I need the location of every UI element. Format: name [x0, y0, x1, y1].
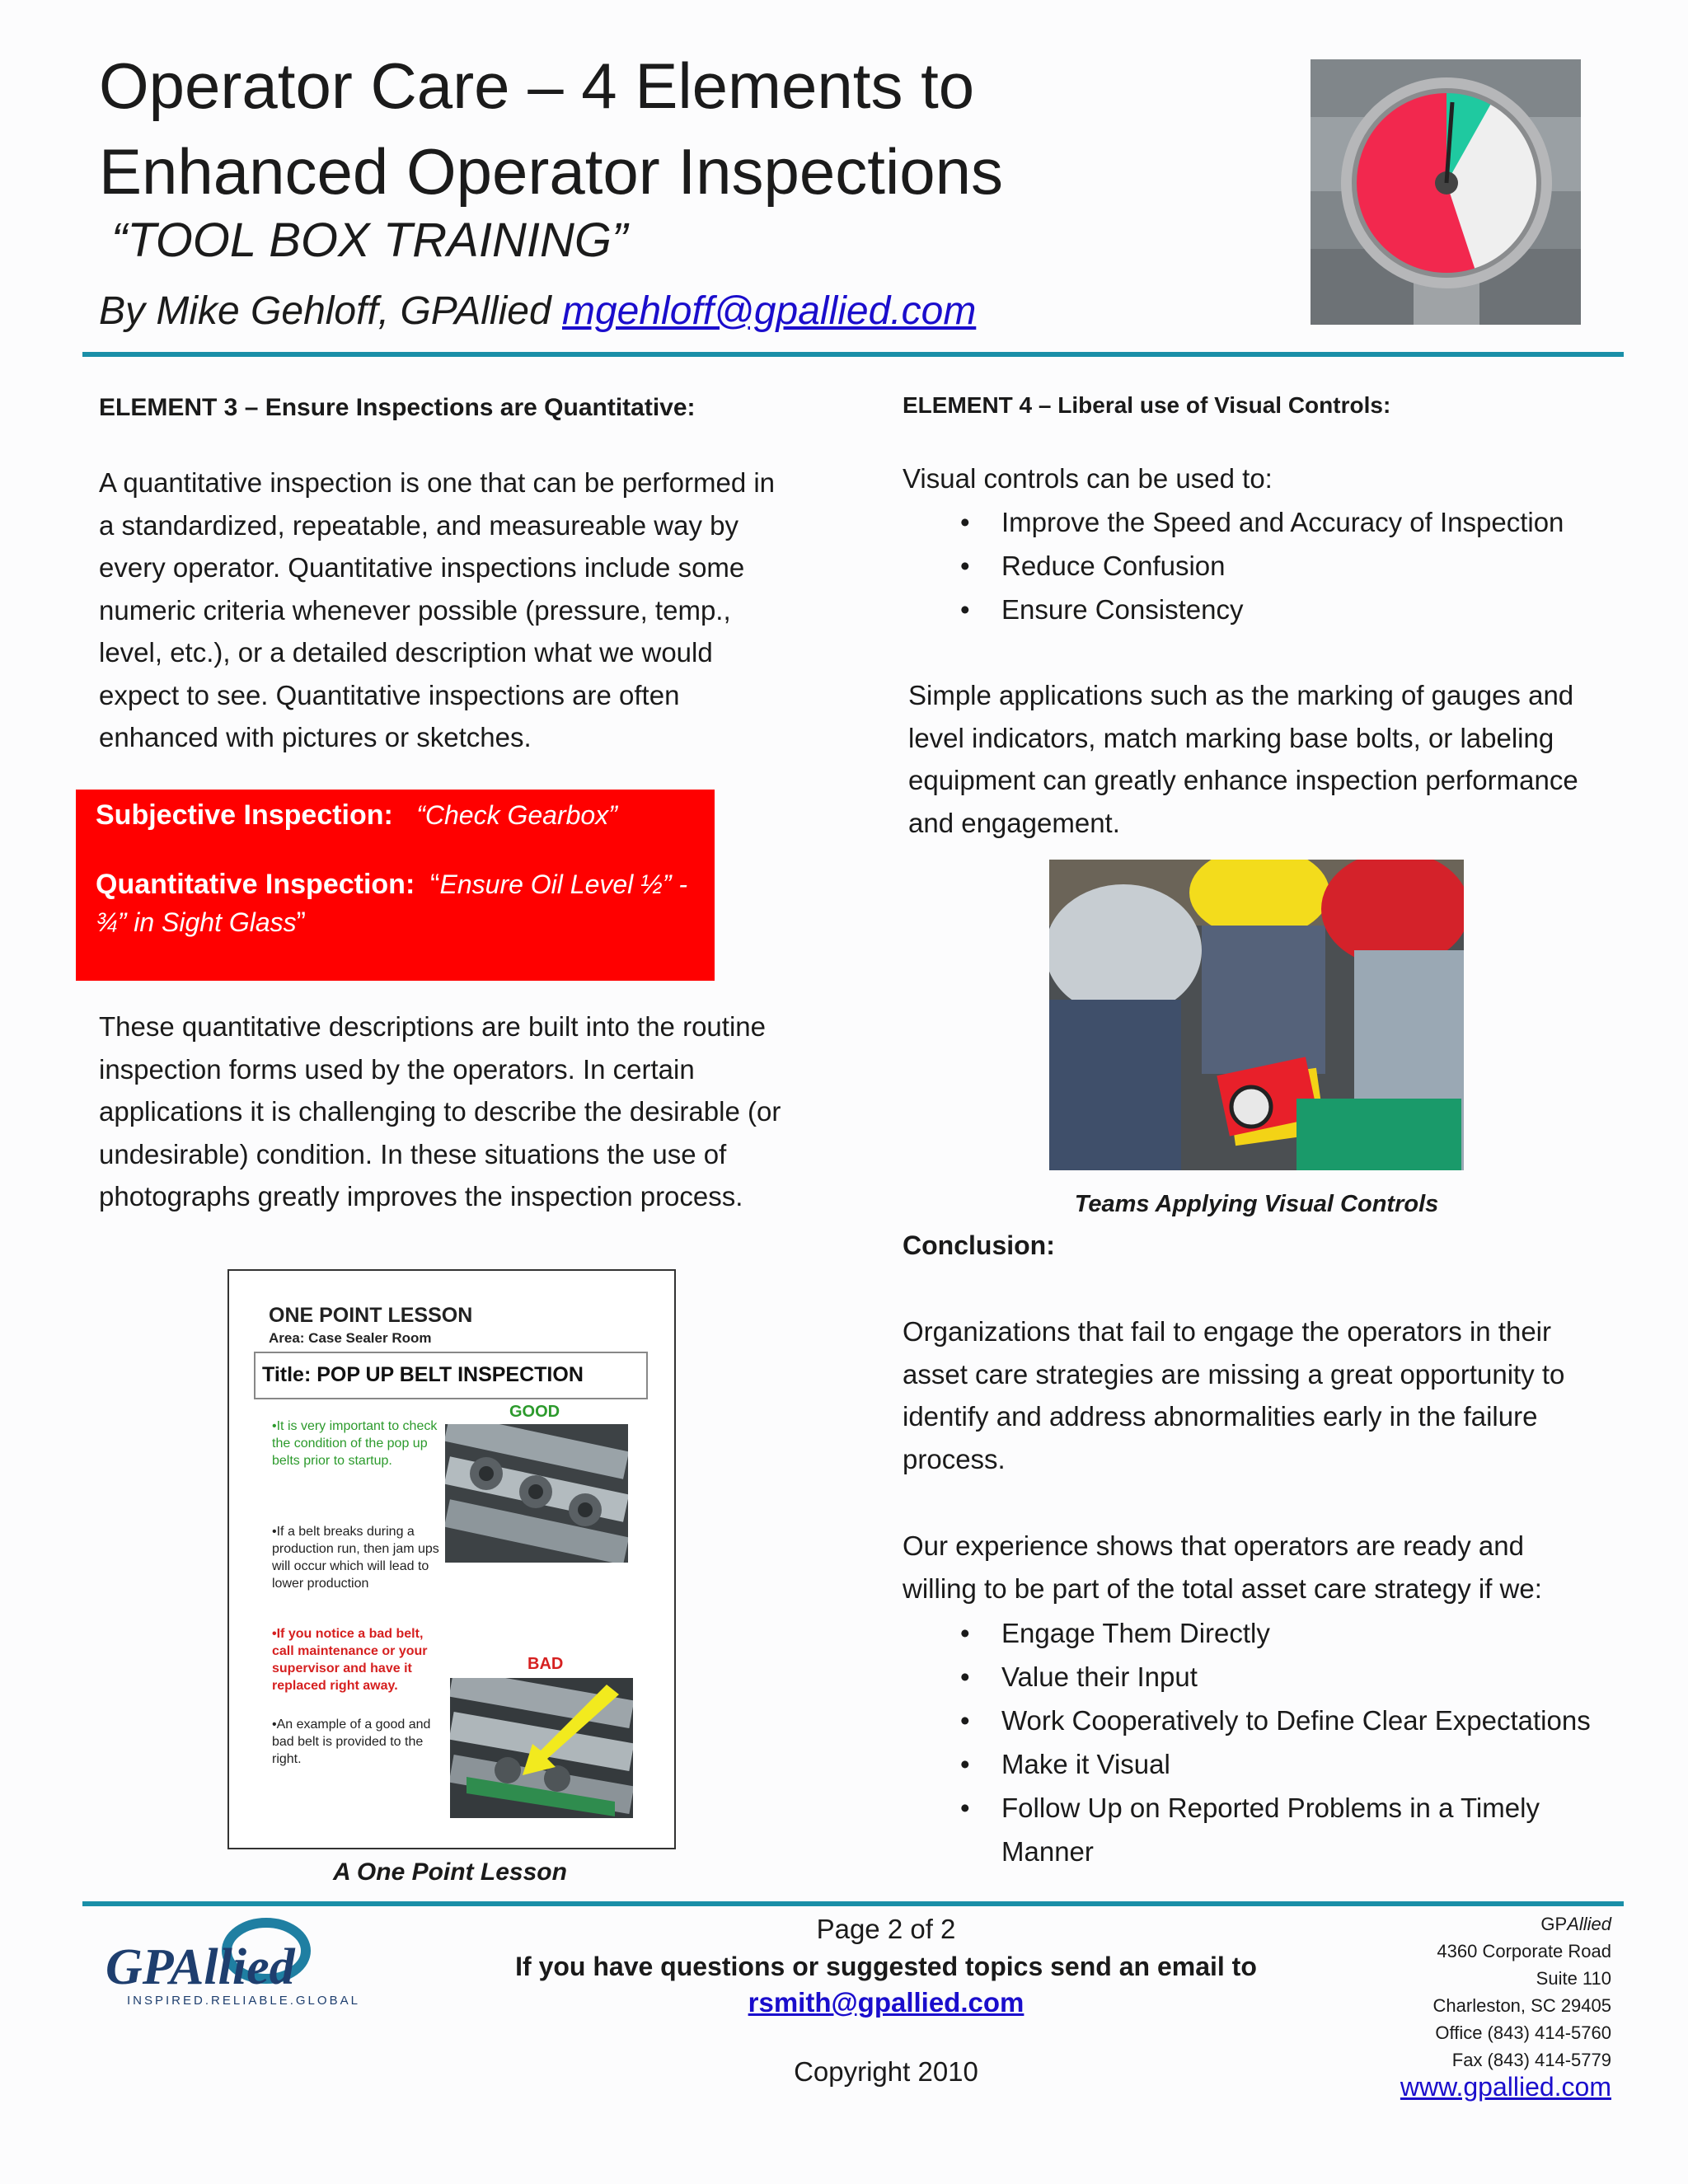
text-line: process. — [903, 1443, 1006, 1474]
list-item-text: Reduce Confusion — [1001, 551, 1226, 581]
quantitative-example: Ensure Oil Level ½” - ¾” in Sight Glass — [96, 869, 688, 937]
opl-bad-label: BAD — [528, 1655, 564, 1673]
text-line: Our experience shows that operators are ready and — [903, 1530, 1524, 1561]
opl-note-1: •It is very important to check the condition of the pop up belts prior to startup. — [272, 1419, 438, 1468]
text-line: enhanced with pictures or sketches. — [99, 722, 532, 752]
text-line: expect to see. Quantitative inspections are often — [99, 679, 680, 710]
subjective-label: Subjective Inspection: — [96, 799, 393, 831]
text-line: identify and address abnormalities early in the failure — [903, 1401, 1538, 1432]
subtitle: “TOOL BOX TRAINING” — [111, 213, 628, 267]
title-line-2: Enhanced Operator Inspections — [99, 135, 1004, 208]
list-item — [903, 544, 1628, 588]
bullet-dot-icon: • — [960, 507, 970, 537]
element4-intro: Visual controls can be used to: — [903, 463, 1273, 494]
list-item-text: Engage Them Directly — [1001, 1618, 1270, 1648]
list-item — [903, 500, 1628, 544]
list-item — [903, 1699, 1628, 1742]
bullet-dot-icon: • — [960, 594, 970, 625]
bullet-dot-icon: • — [960, 551, 970, 581]
element3-paragraph-2 — [99, 1005, 816, 1218]
conclusion-paragraph-2 — [903, 1525, 1628, 1610]
list-item-text: Value their Input — [1001, 1661, 1198, 1692]
list-item — [903, 1786, 1628, 1830]
list-item — [903, 588, 1628, 631]
good-belt-photo — [445, 1424, 628, 1563]
page-title — [99, 43, 1253, 214]
opl-title: Title: POP UP BELT INSPECTION — [262, 1363, 584, 1386]
bullet-dot-icon: • — [960, 1793, 970, 1823]
list-item-text: Ensure Consistency — [1001, 594, 1244, 625]
company-address — [1315, 1910, 1611, 2103]
address-suite: Suite 110 — [1536, 1968, 1611, 1989]
list-item-continuation — [903, 1830, 1628, 1873]
list-item-text: Make it Visual — [1001, 1749, 1170, 1779]
text-line: asset care strategies are missing a great opportunity to — [903, 1358, 1565, 1390]
element3-heading: ELEMENT 3 – Ensure Inspections are Quantitative: — [99, 394, 696, 421]
opl-caption: A One Point Lesson — [333, 1858, 567, 1886]
text-line: inspection forms used by the operators. In certain — [99, 1053, 695, 1085]
address-city: Charleston, SC 29405 — [1432, 1995, 1611, 2016]
address-fax: Fax (843) 414-5779 — [1451, 2050, 1611, 2070]
text-line: Simple applications such as the marking of gauges and — [908, 680, 1574, 710]
text-line: numeric criteria whenever possible (pressure, temp., — [99, 594, 731, 626]
address-company — [1315, 1910, 1611, 1938]
conclusion-bullet-list — [903, 1611, 1628, 1873]
address-street: 4360 Corporate Road — [1437, 1941, 1611, 1961]
quote-close: ” — [296, 907, 306, 938]
element4-heading: ELEMENT 4 – Liberal use of Visual Controls: — [903, 392, 1391, 418]
bad-belt-photo — [450, 1678, 633, 1818]
footer-email — [462, 1987, 1311, 2018]
text-line: A quantitative inspection is one that can be performed in — [99, 467, 776, 498]
element4-bullet-list — [903, 500, 1628, 631]
website-link[interactable]: www.gpallied.com — [1400, 2072, 1611, 2102]
conclusion-paragraph-1 — [903, 1310, 1628, 1480]
opl-note-3: •If you notice a bad belt, call maintenance or your supervisor and have it replaced right away. — [272, 1627, 428, 1693]
text-line: level, etc.), or a detailed description what we would — [99, 637, 713, 668]
opl-area: Area: Case Sealer Room — [269, 1330, 432, 1346]
author-email-link[interactable]: mgehloff@gpallied.com — [561, 289, 977, 333]
text-line: willing to be part of the total asset care strategy if we: — [903, 1572, 1542, 1604]
element4-paragraph — [908, 674, 1634, 844]
quantitative-inspection — [96, 865, 697, 941]
bullet-dot-icon: • — [960, 1618, 970, 1648]
list-item-text: Work Cooperatively to Define Clear Expectations — [1001, 1705, 1591, 1736]
text-line: undesirable) condition. In these situations the use of — [99, 1138, 727, 1169]
one-point-lesson-figure — [227, 1269, 676, 1849]
quantitative-label: Quantitative Inspection: — [96, 869, 415, 900]
opl-good-label: GOOD — [509, 1403, 560, 1421]
opl-note-2: •If a belt breaks during a production run, then jam ups will occur which will lead to lower production — [272, 1525, 439, 1591]
page-number: Page 2 of 2 — [816, 1914, 956, 1944]
list-item-text: Manner — [1001, 1836, 1094, 1867]
pressure-gauge-photo — [1311, 59, 1581, 325]
subjective-example: “Check Gearbox” — [416, 800, 617, 830]
text-line: photographs greatly improves the inspection process. — [99, 1181, 743, 1212]
byline — [99, 288, 976, 334]
footer-divider — [82, 1901, 1624, 1906]
company-name-prefix: GP — [1540, 1914, 1568, 1934]
opl-title-box — [254, 1352, 648, 1399]
text-line: and engagement. — [908, 807, 1120, 838]
header-divider — [82, 352, 1624, 357]
list-item-text: Follow Up on Reported Problems in a Timely — [1001, 1793, 1540, 1823]
bullet-dot-icon: • — [960, 1661, 970, 1692]
footer-questions: If you have questions or suggested topics send an email to — [515, 1952, 1257, 1981]
bullet-dot-icon: • — [960, 1705, 970, 1736]
address-office-phone: Office (843) 414-5760 — [1435, 2022, 1611, 2043]
gpallied-logo — [97, 1916, 394, 2015]
copyright: Copyright 2010 — [794, 2056, 978, 2087]
text-line: a standardized, repeatable, and measureable way by — [99, 509, 738, 541]
byline-author: By Mike Gehloff, GPAllied — [99, 289, 562, 333]
text-line: applications it is challenging to describe the desirable (or — [99, 1096, 781, 1127]
opl-note-4: •An example of a good and bad belt is provided to the right. — [272, 1718, 431, 1766]
opl-heading: ONE POINT LESSON — [269, 1304, 473, 1327]
text-line: These quantitative descriptions are built into the routine — [99, 1011, 766, 1042]
title-line-1: Operator Care – 4 Elements to — [99, 49, 975, 122]
logo-tagline: INSPIRED.RELIABLE.GLOBAL — [127, 1994, 360, 2008]
subjective-inspection — [96, 799, 617, 832]
conclusion-heading: Conclusion: — [903, 1230, 1055, 1260]
text-line: level indicators, match marking base bolts, or labeling — [908, 722, 1554, 753]
list-item — [903, 1742, 1628, 1786]
list-item — [903, 1611, 1628, 1655]
element3-paragraph-1 — [99, 462, 816, 759]
inspection-comparison-callout — [76, 790, 715, 981]
text-line: every operator. Quantitative inspections include some — [99, 552, 745, 583]
team-photo-caption: Teams Applying Visual Controls — [1074, 1191, 1439, 1217]
bullet-dot-icon: • — [960, 1749, 970, 1779]
text-line: equipment can greatly enhance inspection performance — [908, 765, 1578, 795]
list-item — [903, 1655, 1628, 1699]
quote-open: “ — [430, 869, 440, 900]
list-item-text: Improve the Speed and Accuracy of Inspection — [1001, 507, 1564, 537]
contact-email-link[interactable]: rsmith@gpallied.com — [748, 1987, 1025, 2018]
team-visual-controls-photo — [1049, 860, 1464, 1170]
logo-wordmark: GPAllied — [106, 1939, 295, 1995]
text-line: Organizations that fail to engage the operators in their — [903, 1316, 1551, 1347]
company-name-italic: Allied — [1567, 1914, 1611, 1934]
